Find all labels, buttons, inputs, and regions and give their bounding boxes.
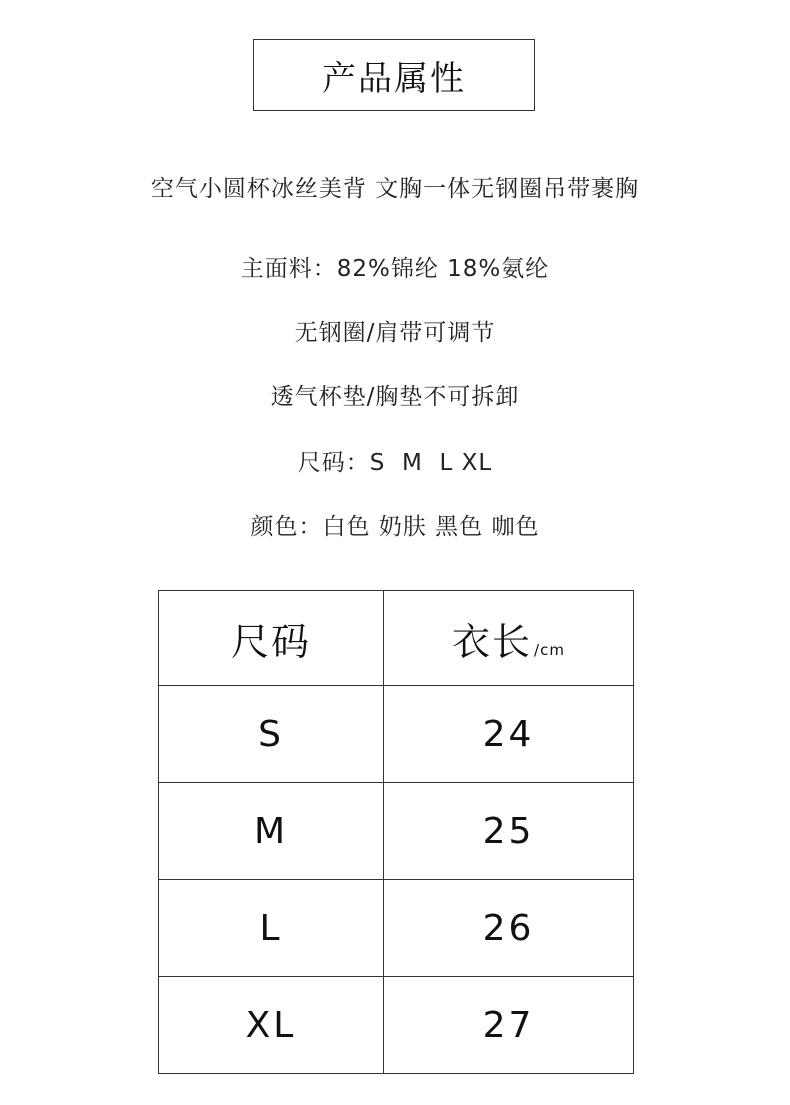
product-name: 空气小圆杯冰丝美背 文胸一体无钢圈吊带裹胸 (150, 176, 640, 202)
table-header-row (159, 591, 634, 686)
size-cell: L (159, 880, 384, 977)
size-chart-table (158, 590, 634, 1074)
table-row (159, 783, 634, 880)
header-length (384, 591, 634, 686)
fabric-spec: 主面料：82%锦纶 18%氨纶 (240, 256, 550, 282)
header-length-label: 衣长 (452, 619, 533, 664)
table-row (159, 880, 634, 977)
section-title: 产品属性 (253, 39, 535, 111)
table-row (159, 977, 634, 1074)
size-cell: XL (159, 977, 384, 1074)
length-cell: 26 (384, 880, 634, 977)
table-row (159, 686, 634, 783)
size-cell: M (159, 783, 384, 880)
wire-spec: 无钢圈/肩带可调节 (294, 320, 496, 346)
length-cell: 27 (384, 977, 634, 1074)
header-unit: /cm (534, 640, 565, 659)
colors-spec: 颜色：白色 奶肤 黑色 咖色 (250, 514, 540, 540)
sizes-spec: 尺码：S M L XL (297, 450, 493, 476)
length-cell: 24 (384, 686, 634, 783)
size-cell: S (159, 686, 384, 783)
header-size: 尺码 (159, 591, 384, 686)
length-cell: 25 (384, 783, 634, 880)
pad-spec: 透气杯垫/胸垫不可拆卸 (270, 384, 520, 410)
